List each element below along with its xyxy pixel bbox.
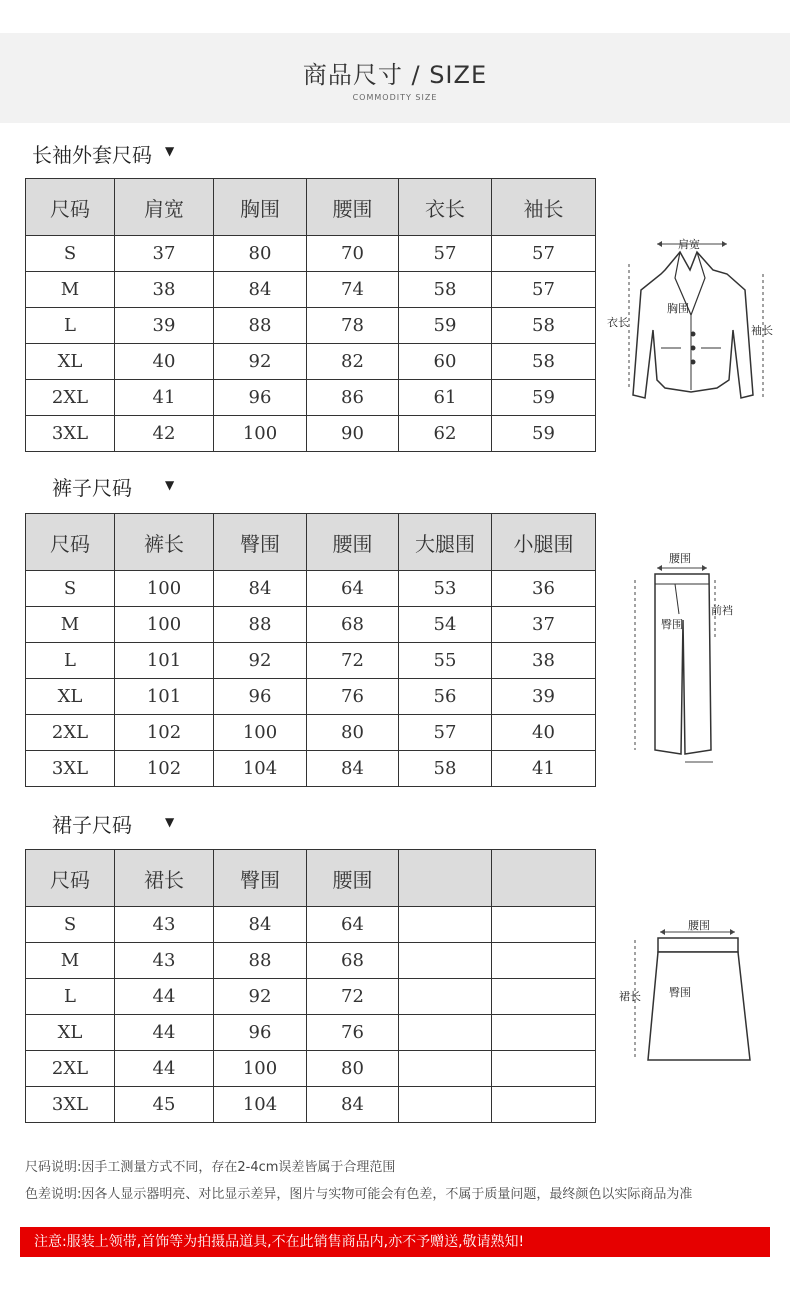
header-cell: 胸围: [214, 179, 307, 236]
table-cell: 70: [307, 236, 399, 272]
table-cell: 2XL: [26, 715, 115, 751]
table-cell: 100: [214, 416, 307, 452]
table-cell: 101: [115, 643, 214, 679]
table-row: [26, 679, 596, 715]
table-cell: 55: [399, 643, 492, 679]
header-cell: 腰围: [307, 179, 399, 236]
table-cell: 84: [307, 751, 399, 787]
table-cell: 44: [115, 1015, 214, 1051]
table-cell: 40: [115, 344, 214, 380]
skirt-label-length: 裙长: [619, 990, 641, 1003]
table-cell: 68: [307, 607, 399, 643]
table-row: [26, 943, 596, 979]
table-cell: 90: [307, 416, 399, 452]
table-row: [26, 607, 596, 643]
table-cell: 3XL: [26, 751, 115, 787]
header-cell: [492, 850, 596, 907]
caret-down-icon: ▼: [165, 478, 175, 492]
table-cell: 42: [115, 416, 214, 452]
table-cell: 3XL: [26, 1087, 115, 1123]
jacket-label-sleeve: 袖长: [751, 324, 773, 337]
table-cell: 84: [214, 907, 307, 943]
table-cell: 57: [492, 236, 596, 272]
table-cell: 96: [214, 679, 307, 715]
table-cell: [492, 1015, 596, 1051]
header-cell: 腰围: [307, 850, 399, 907]
table-cell: 56: [399, 679, 492, 715]
table-cell: 58: [492, 308, 596, 344]
table-cell: 41: [115, 380, 214, 416]
header-cell: 臀围: [214, 514, 307, 571]
jacket-diagram: [605, 230, 785, 410]
table-cell: 2XL: [26, 1051, 115, 1087]
table-cell: 54: [399, 607, 492, 643]
table-cell: 101: [115, 679, 214, 715]
header-row: [26, 179, 596, 236]
table-cell: 39: [115, 308, 214, 344]
page-title: 商品尺寸 / SIZE: [302, 61, 488, 89]
table-cell: 74: [307, 272, 399, 308]
table-cell: M: [26, 607, 115, 643]
table-cell: 100: [214, 1051, 307, 1087]
table-cell: 36: [492, 571, 596, 607]
table-cell: 102: [115, 715, 214, 751]
table-cell: 92: [214, 344, 307, 380]
table-cell: XL: [26, 1015, 115, 1051]
table-cell: 76: [307, 679, 399, 715]
table-cell: 72: [307, 979, 399, 1015]
table-row: [26, 1015, 596, 1051]
table-row: [26, 236, 596, 272]
header-cell: 尺码: [26, 179, 115, 236]
table-cell: 38: [115, 272, 214, 308]
table-cell: L: [26, 979, 115, 1015]
table-cell: 58: [399, 272, 492, 308]
table-row: [26, 715, 596, 751]
table-cell: 43: [115, 907, 214, 943]
table-cell: 80: [307, 1051, 399, 1087]
header-cell: 小腿围: [492, 514, 596, 571]
table-cell: 100: [115, 607, 214, 643]
table-row: [26, 272, 596, 308]
warning-bar: [20, 1227, 770, 1257]
skirt-section-title: 裙子尺码: [52, 813, 132, 837]
table-row: [26, 979, 596, 1015]
pants-size-table: [25, 513, 596, 787]
table-row: [26, 751, 596, 787]
size-note: 尺码说明:因手工测量方式不同，存在2-4cm误差皆属于合理范围: [25, 1160, 396, 1175]
table-cell: 92: [214, 979, 307, 1015]
table-cell: 59: [492, 380, 596, 416]
table-cell: [399, 1015, 492, 1051]
color-note: 色差说明:因各人显示器明亮、对比显示差异，图片与实物可能会有色差，不属于质量问题，最终颜色以实际商品为准: [25, 1187, 693, 1202]
pants-diagram: [625, 550, 745, 772]
table-cell: 39: [492, 679, 596, 715]
table-cell: 60: [399, 344, 492, 380]
header-row: [26, 514, 596, 571]
jacket-label-shoulder: 肩宽: [678, 238, 700, 251]
pants-section-title: 裤子尺码: [52, 476, 132, 500]
table-cell: 102: [115, 751, 214, 787]
header-cell: 裤长: [115, 514, 214, 571]
table-row: [26, 308, 596, 344]
header-cell: 肩宽: [115, 179, 214, 236]
table-cell: 96: [214, 1015, 307, 1051]
header-cell: 腰围: [307, 514, 399, 571]
caret-down-icon: ▼: [165, 144, 175, 158]
table-cell: 84: [214, 571, 307, 607]
table-cell: 53: [399, 571, 492, 607]
table-row: [26, 907, 596, 943]
table-cell: [492, 979, 596, 1015]
header-cell: 尺码: [26, 514, 115, 571]
table-cell: 62: [399, 416, 492, 452]
table-cell: 100: [115, 571, 214, 607]
table-cell: S: [26, 571, 115, 607]
table-cell: 57: [492, 272, 596, 308]
table-cell: 37: [492, 607, 596, 643]
pants-label-rise: 前裆: [711, 604, 733, 617]
skirt-label-hip: 臀围: [669, 986, 691, 999]
skirt-size-table: [25, 849, 596, 1123]
header-row: [26, 850, 596, 907]
table-cell: [492, 943, 596, 979]
table-cell: 58: [399, 751, 492, 787]
table-cell: [399, 943, 492, 979]
table-row: [26, 416, 596, 452]
table-cell: L: [26, 308, 115, 344]
table-row: [26, 1087, 596, 1123]
table-cell: 57: [399, 236, 492, 272]
pants-label-waist: 腰围: [669, 552, 691, 565]
table-cell: 43: [115, 943, 214, 979]
table-cell: [492, 1051, 596, 1087]
table-cell: 40: [492, 715, 596, 751]
table-cell: 78: [307, 308, 399, 344]
table-cell: 92: [214, 643, 307, 679]
table-cell: 38: [492, 643, 596, 679]
table-cell: [492, 907, 596, 943]
table-cell: 59: [492, 416, 596, 452]
jacket-section-title: 长袖外套尺码: [32, 143, 152, 167]
table-cell: 44: [115, 1051, 214, 1087]
table-cell: 82: [307, 344, 399, 380]
table-row: [26, 344, 596, 380]
table-cell: M: [26, 272, 115, 308]
table-cell: 86: [307, 380, 399, 416]
table-row: [26, 643, 596, 679]
jacket-label-length: 衣长: [607, 316, 629, 329]
table-cell: XL: [26, 344, 115, 380]
header-cell: 衣长: [399, 179, 492, 236]
header-cell: [399, 850, 492, 907]
table-cell: 72: [307, 643, 399, 679]
skirt-diagram: [615, 910, 765, 1070]
table-cell: 2XL: [26, 380, 115, 416]
table-cell: 45: [115, 1087, 214, 1123]
table-cell: 68: [307, 943, 399, 979]
table-cell: 44: [115, 979, 214, 1015]
header-cell: 大腿围: [399, 514, 492, 571]
header-cell: 袖长: [492, 179, 596, 236]
table-cell: L: [26, 643, 115, 679]
table-cell: 80: [214, 236, 307, 272]
table-row: [26, 1051, 596, 1087]
caret-down-icon: ▼: [165, 815, 175, 829]
jacket-size-table: [25, 178, 596, 452]
table-row: [26, 571, 596, 607]
table-cell: 3XL: [26, 416, 115, 452]
table-cell: 104: [214, 751, 307, 787]
warning-text: 注意:服装上领带,首饰等为拍摄品道具,不在此销售商品内,亦不予赠送,敬请熟知!: [34, 1234, 525, 1250]
table-cell: [399, 1087, 492, 1123]
table-cell: 104: [214, 1087, 307, 1123]
header-banner: [0, 33, 790, 123]
table-cell: 88: [214, 943, 307, 979]
table-cell: [399, 979, 492, 1015]
table-cell: XL: [26, 679, 115, 715]
table-cell: [399, 907, 492, 943]
table-cell: 76: [307, 1015, 399, 1051]
page-subtitle: COMMODITY SIZE: [352, 93, 438, 102]
table-cell: [492, 1087, 596, 1123]
table-cell: 64: [307, 907, 399, 943]
table-cell: 41: [492, 751, 596, 787]
table-cell: 61: [399, 380, 492, 416]
table-cell: 100: [214, 715, 307, 751]
table-cell: 57: [399, 715, 492, 751]
header-cell: 尺码: [26, 850, 115, 907]
table-cell: 84: [214, 272, 307, 308]
table-cell: 59: [399, 308, 492, 344]
skirt-label-waist: 腰围: [688, 919, 710, 932]
table-cell: S: [26, 907, 115, 943]
table-cell: 88: [214, 607, 307, 643]
table-row: [26, 380, 596, 416]
table-cell: [399, 1051, 492, 1087]
table-cell: 88: [214, 308, 307, 344]
jacket-label-chest: 胸围: [667, 302, 689, 315]
table-cell: M: [26, 943, 115, 979]
table-cell: S: [26, 236, 115, 272]
table-cell: 84: [307, 1087, 399, 1123]
table-cell: 80: [307, 715, 399, 751]
table-cell: 64: [307, 571, 399, 607]
pants-label-hip: 臀围: [661, 618, 683, 631]
header-cell: 裙长: [115, 850, 214, 907]
table-cell: 58: [492, 344, 596, 380]
table-cell: 96: [214, 380, 307, 416]
header-cell: 臀围: [214, 850, 307, 907]
table-cell: 37: [115, 236, 214, 272]
